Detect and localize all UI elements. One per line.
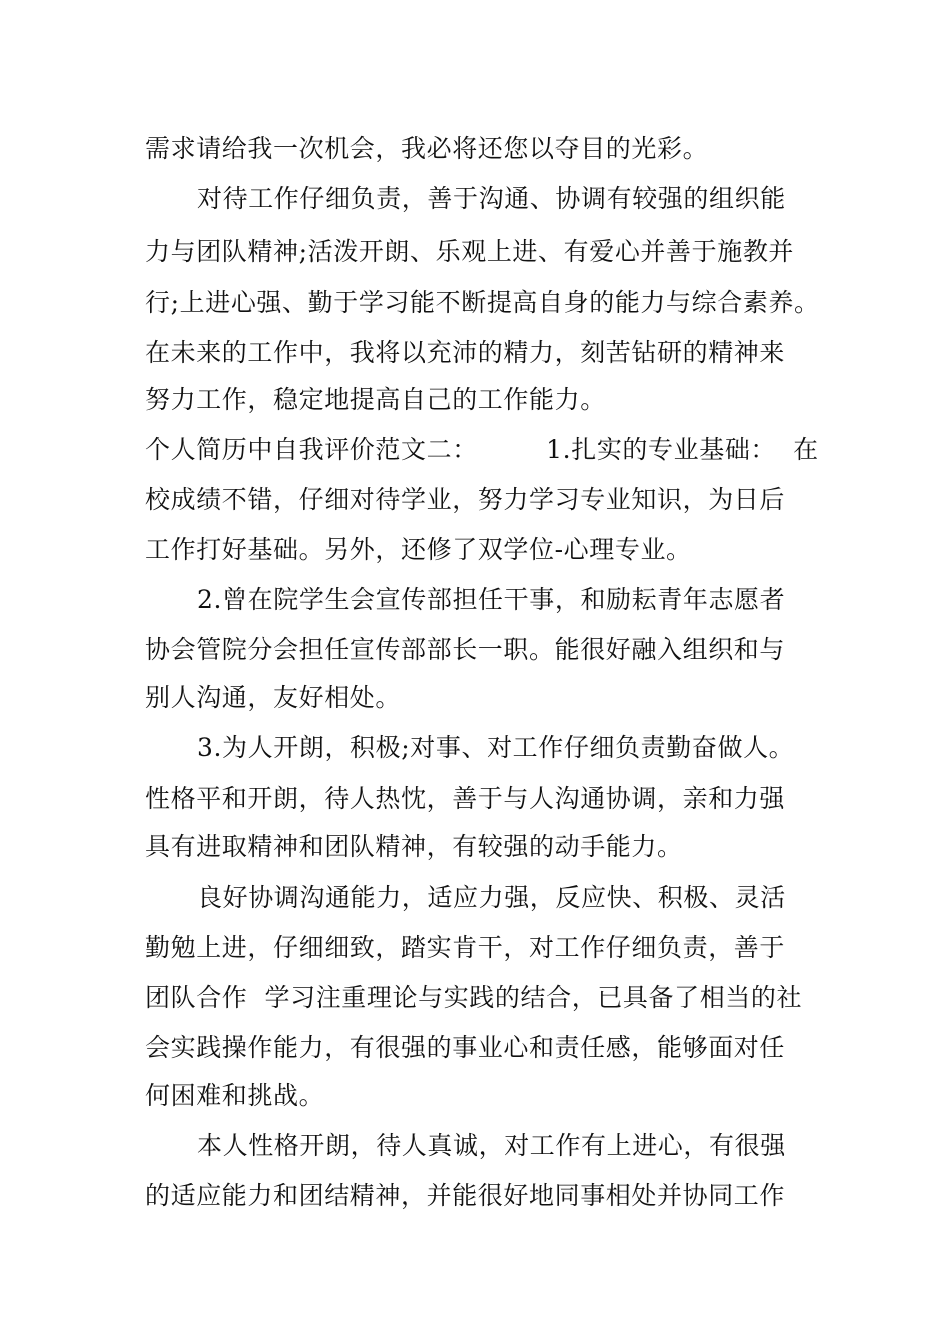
text-line: 3.为人开朗，积极;对事、对工作仔细负责勤奋做人。	[197, 733, 795, 762]
text-line: 需求请给我一次机会，我必将还您以夺目的光彩。	[145, 134, 709, 163]
text-line: 校成绩不错，仔细对待学业，努力学习专业知识，为日后	[145, 485, 786, 514]
text-line: 力与团队精神;活泼开朗、乐观上进、有爱心并善于施教并	[145, 237, 795, 266]
text-line: 个人简历中自我评价范文二： 1.扎实的专业基础： 在	[145, 435, 819, 464]
text-line: 本人性格开朗，待人真诚，对工作有上进心，有很强	[197, 1131, 786, 1160]
text-line: 的适应能力和团结精神，并能很好地同事相处并协同工作	[145, 1181, 786, 1210]
text-line: 协会管院分会担任宣传部部长一职。能很好融入组织和与	[145, 635, 786, 664]
text-line: 团队合作 学习注重理论与实践的结合，已具备了相当的社	[145, 983, 803, 1012]
text-line: 对待工作仔细负责，善于沟通、协调有较强的组织能	[197, 184, 786, 213]
text-line: 良好协调沟通能力，适应力强，反应快、积极、灵活	[197, 883, 786, 912]
text-line: 行;上进心强、勤于学习能不断提高自身的能力与综合素养。	[145, 288, 820, 317]
text-line: 别人沟通，友好相处。	[145, 683, 402, 712]
text-line: 勤勉上进，仔细细致，踏实肯干，对工作仔细负责，善于	[145, 933, 786, 962]
text-line: 工作打好基础。另外，还修了双学位-心理专业。	[145, 535, 692, 564]
text-line: 会实践操作能力，有很强的事业心和责任感，能够面对任	[145, 1033, 786, 1062]
text-line: 何困难和挑战。	[145, 1081, 325, 1110]
text-line: 性格平和开朗，待人热忱，善于与人沟通协调，亲和力强	[145, 784, 786, 813]
text-line: 具有进取精神和团队精神，有较强的动手能力。	[145, 832, 683, 861]
text-line: 努力工作，稳定地提高自己的工作能力。	[145, 385, 606, 414]
text-line: 在未来的工作中，我将以充沛的精力，刻苦钻研的精神来	[145, 338, 786, 367]
text-line: 2.曾在院学生会宣传部担任干事，和励耘青年志愿者	[197, 585, 786, 614]
